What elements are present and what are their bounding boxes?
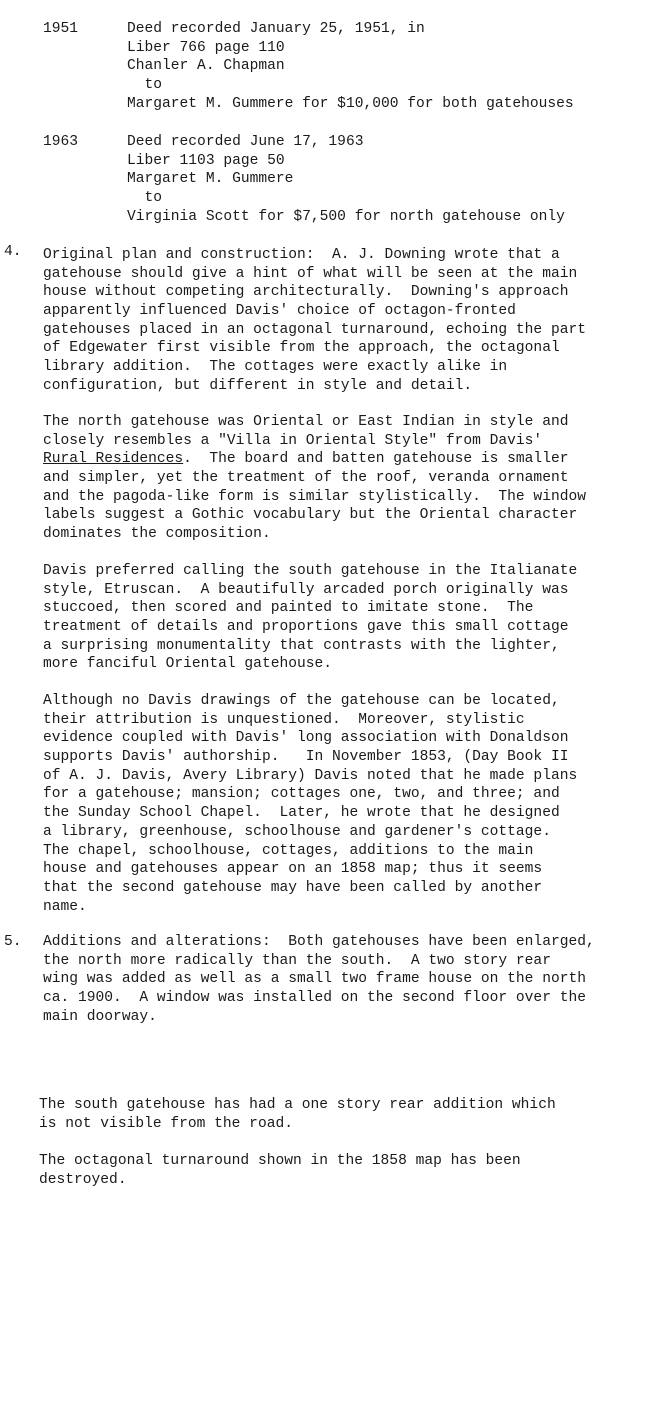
section-number: 5. [4, 934, 22, 950]
text-line: The south gatehouse has had a one story rear addition which [39, 1097, 556, 1113]
text-line: apparently influenced Davis' choice of octagon-fronted [43, 303, 516, 320]
text-line: gatehouses placed in an octagonal turnaround, echoing the part [43, 321, 586, 338]
text-line: of Edgewater first visible from the approach, the octagonal [43, 340, 560, 357]
text-line: that the second gatehouse may have been called by another [43, 879, 543, 896]
book-title: Rural Residences [43, 451, 184, 468]
text-line: house and gatehouses appear on an 1858 map; thus it seems [43, 861, 543, 878]
deed-details [127, 133, 565, 226]
deed-year: 1963 [43, 134, 79, 150]
text-line: Although no Davis drawings of the gatehouse can be located, [43, 693, 560, 709]
text-line: wing was added as well as a small two frame house on the north [43, 971, 586, 988]
deed-year: 1951 [43, 21, 79, 37]
text-line: and simpler, yet the treatment of the roof, veranda ornament [43, 470, 569, 487]
text-line: their attribution is unquestioned. Moreover, stylistic [43, 711, 525, 728]
paragraph-original-plan [43, 246, 643, 396]
text-line: dominates the composition. [43, 526, 271, 543]
paragraph-additions [43, 933, 643, 1026]
deed-line: Margaret M. Gummere [127, 171, 294, 188]
text-line: the Sunday School Chapel. Later, he wrote that he designed [43, 805, 560, 822]
deed-line: to [127, 190, 163, 207]
text-line: configuration, but different in style and detail. [43, 377, 473, 394]
deed-line: to [127, 77, 163, 94]
deed-line: Liber 766 page 110 [127, 39, 285, 56]
paragraph-south-gatehouse [43, 562, 643, 674]
text-line: a library, greenhouse, schoolhouse and gardener's cottage. [43, 823, 551, 840]
text-line: the north more radically than the south. A two story rear [43, 952, 551, 969]
deed-line: Chanler A. Chapman [127, 58, 285, 75]
text-line: The octagonal turnaround shown in the 1858 map has been [39, 1153, 521, 1169]
paragraph-north-gatehouse [43, 413, 643, 544]
text-line [43, 450, 643, 469]
deed-line: Virginia Scott for $7,500 for north gatehouse only [127, 208, 565, 225]
text-line: Additions and alterations: Both gatehouses have been enlarged, [43, 934, 595, 950]
text-span: . The board and batten gatehouse is smaller [183, 451, 569, 468]
deed-line: Deed recorded January 25, 1951, in [127, 21, 425, 37]
text-line: a surprising monumentality that contrasts with the lighter, [43, 637, 560, 654]
text-line: and the pagoda-like form is similar stylistically. The window [43, 488, 586, 505]
text-line: of A. J. Davis, Avery Library) Davis noted that he made plans [43, 767, 578, 784]
paragraph-attribution [43, 692, 643, 916]
text-line: gatehouse should give a hint of what will be seen at the main [43, 265, 578, 282]
text-line: style, Etruscan. A beautifully arcaded porch originally was [43, 581, 569, 598]
text-line: closely resembles a "Villa in Oriental Style" from Davis' [43, 432, 543, 449]
text-line: treatment of details and proportions gave this small cottage [43, 619, 569, 636]
deed-line: Liber 1103 page 50 [127, 152, 285, 169]
text-line: The chapel, schoolhouse, cottages, additions to the main [43, 842, 534, 859]
text-line: Original plan and construction: A. J. Downing wrote that a [43, 247, 560, 263]
paragraph-turnaround [39, 1152, 639, 1190]
text-line: The north gatehouse was Oriental or East Indian in style and [43, 414, 569, 430]
text-line: destroyed. [39, 1172, 127, 1188]
paragraph-south-addition [39, 1096, 639, 1134]
deed-line: Margaret M. Gummere for $10,000 for both gatehouses [127, 95, 574, 112]
text-line: ca. 1900. A window was installed on the second floor over the [43, 990, 586, 1007]
text-line: house without competing architecturally. Downing's approach [43, 284, 569, 301]
text-line: library addition. The cottages were exactly alike in [43, 359, 508, 376]
text-line: evidence coupled with Davis' long association with Donaldson [43, 730, 569, 747]
text-line: is not visible from the road. [39, 1116, 293, 1132]
text-line: stuccoed, then scored and painted to imitate stone. The [43, 600, 534, 617]
section-number: 4. [4, 244, 22, 260]
text-line: Davis preferred calling the south gatehouse in the Italianate [43, 563, 578, 579]
text-line: main doorway. [43, 1008, 157, 1025]
deed-details [127, 20, 574, 113]
text-line: name. [43, 898, 87, 915]
deed-line: Deed recorded June 17, 1963 [127, 134, 364, 150]
text-line: labels suggest a Gothic vocabulary but the Oriental character [43, 507, 578, 524]
text-line: for a gatehouse; mansion; cottages one, two, and three; and [43, 786, 560, 803]
text-line: supports Davis' authorship. In November 1853, (Day Book II [43, 749, 569, 766]
text-line: more fanciful Oriental gatehouse. [43, 656, 333, 673]
